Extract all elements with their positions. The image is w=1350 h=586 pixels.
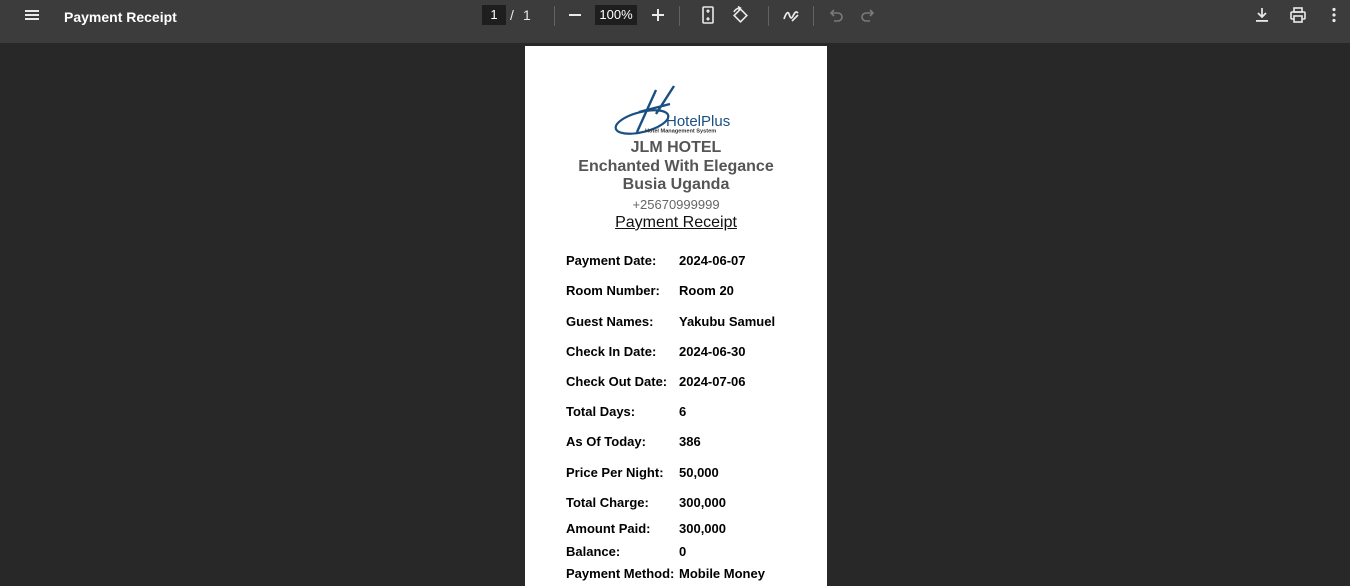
page-number-input[interactable]: 1 (482, 5, 506, 25)
receipt-row-as-of-today (566, 434, 826, 450)
row-value: 0 (679, 544, 687, 559)
toolbar-divider (679, 6, 680, 26)
receipt-row-check-out-date (566, 374, 826, 390)
redo-icon[interactable] (854, 1, 882, 29)
pdf-toolbar (0, 0, 1350, 43)
annotate-icon[interactable] (777, 1, 805, 29)
row-value: Mobile Money (679, 566, 765, 581)
row-label: Check In Date: (566, 344, 657, 359)
print-icon[interactable] (1284, 1, 1312, 29)
zoom-in-icon[interactable] (644, 1, 672, 29)
hotel-tagline: Enchanted With Elegance (578, 158, 774, 175)
hotelplus-logo (612, 84, 747, 136)
row-label: Payment Method: (566, 566, 675, 581)
document-title: Payment Receipt (64, 9, 177, 25)
rotate-icon[interactable] (726, 1, 754, 29)
hotel-name: JLM HOTEL (630, 139, 722, 156)
row-value: 2024-07-06 (679, 374, 746, 389)
page-total: 1 (523, 7, 531, 23)
row-value: 2024-06-30 (679, 344, 746, 359)
download-icon[interactable] (1248, 1, 1276, 29)
row-label: Total Charge: (566, 495, 649, 510)
receipt-row-total-charge (566, 495, 826, 511)
undo-icon[interactable] (822, 1, 850, 29)
row-value: 2024-06-07 (679, 253, 746, 268)
receipt-row-amount-paid (566, 521, 826, 537)
row-value: 50,000 (679, 465, 719, 480)
row-value: 386 (679, 434, 701, 449)
row-value: 300,000 (679, 495, 726, 510)
logo-subtitle: Hotel Management System (645, 128, 717, 135)
row-value: Yakubu Samuel (679, 314, 776, 329)
receipt-row-balance (566, 544, 826, 560)
toolbar-divider (768, 6, 769, 26)
receipt-row-total-days (566, 404, 826, 420)
receipt-title: Payment Receipt (615, 214, 737, 231)
receipt-row-payment-date (566, 253, 826, 269)
menu-icon[interactable] (18, 1, 46, 29)
row-value: 6 (679, 404, 687, 419)
page-separator: / (510, 7, 514, 23)
row-label: Amount Paid: (566, 521, 651, 536)
receipt-row-guest-names (566, 314, 826, 330)
zoom-input[interactable]: 100% (595, 5, 637, 25)
zoom-out-icon[interactable] (561, 1, 589, 29)
row-label: Check Out Date: (566, 374, 668, 389)
toolbar-divider (813, 6, 814, 26)
row-label: Price Per Night: (566, 465, 664, 480)
logo-wordmark: HotelPlus (666, 113, 731, 130)
hotel-phone: +25670999999 (632, 197, 720, 212)
row-label: Room Number: (566, 283, 660, 298)
toolbar-divider (554, 6, 555, 26)
row-label: As Of Today: (566, 434, 646, 449)
row-value: 300,000 (679, 521, 726, 536)
hotel-location: Busia Uganda (622, 176, 730, 193)
row-label: Guest Names: (566, 314, 654, 329)
more-icon[interactable] (1320, 1, 1348, 29)
row-value: Room 20 (679, 283, 734, 298)
receipt-row-price-per-night (566, 465, 826, 481)
receipt-row-payment-method (566, 566, 826, 582)
row-label: Total Days: (566, 404, 636, 419)
row-label: Balance: (566, 544, 621, 559)
fit-page-icon[interactable] (694, 1, 722, 29)
receipt-row-room-number (566, 283, 826, 299)
row-label: Payment Date: (566, 253, 657, 268)
receipt-row-check-in-date (566, 344, 826, 360)
